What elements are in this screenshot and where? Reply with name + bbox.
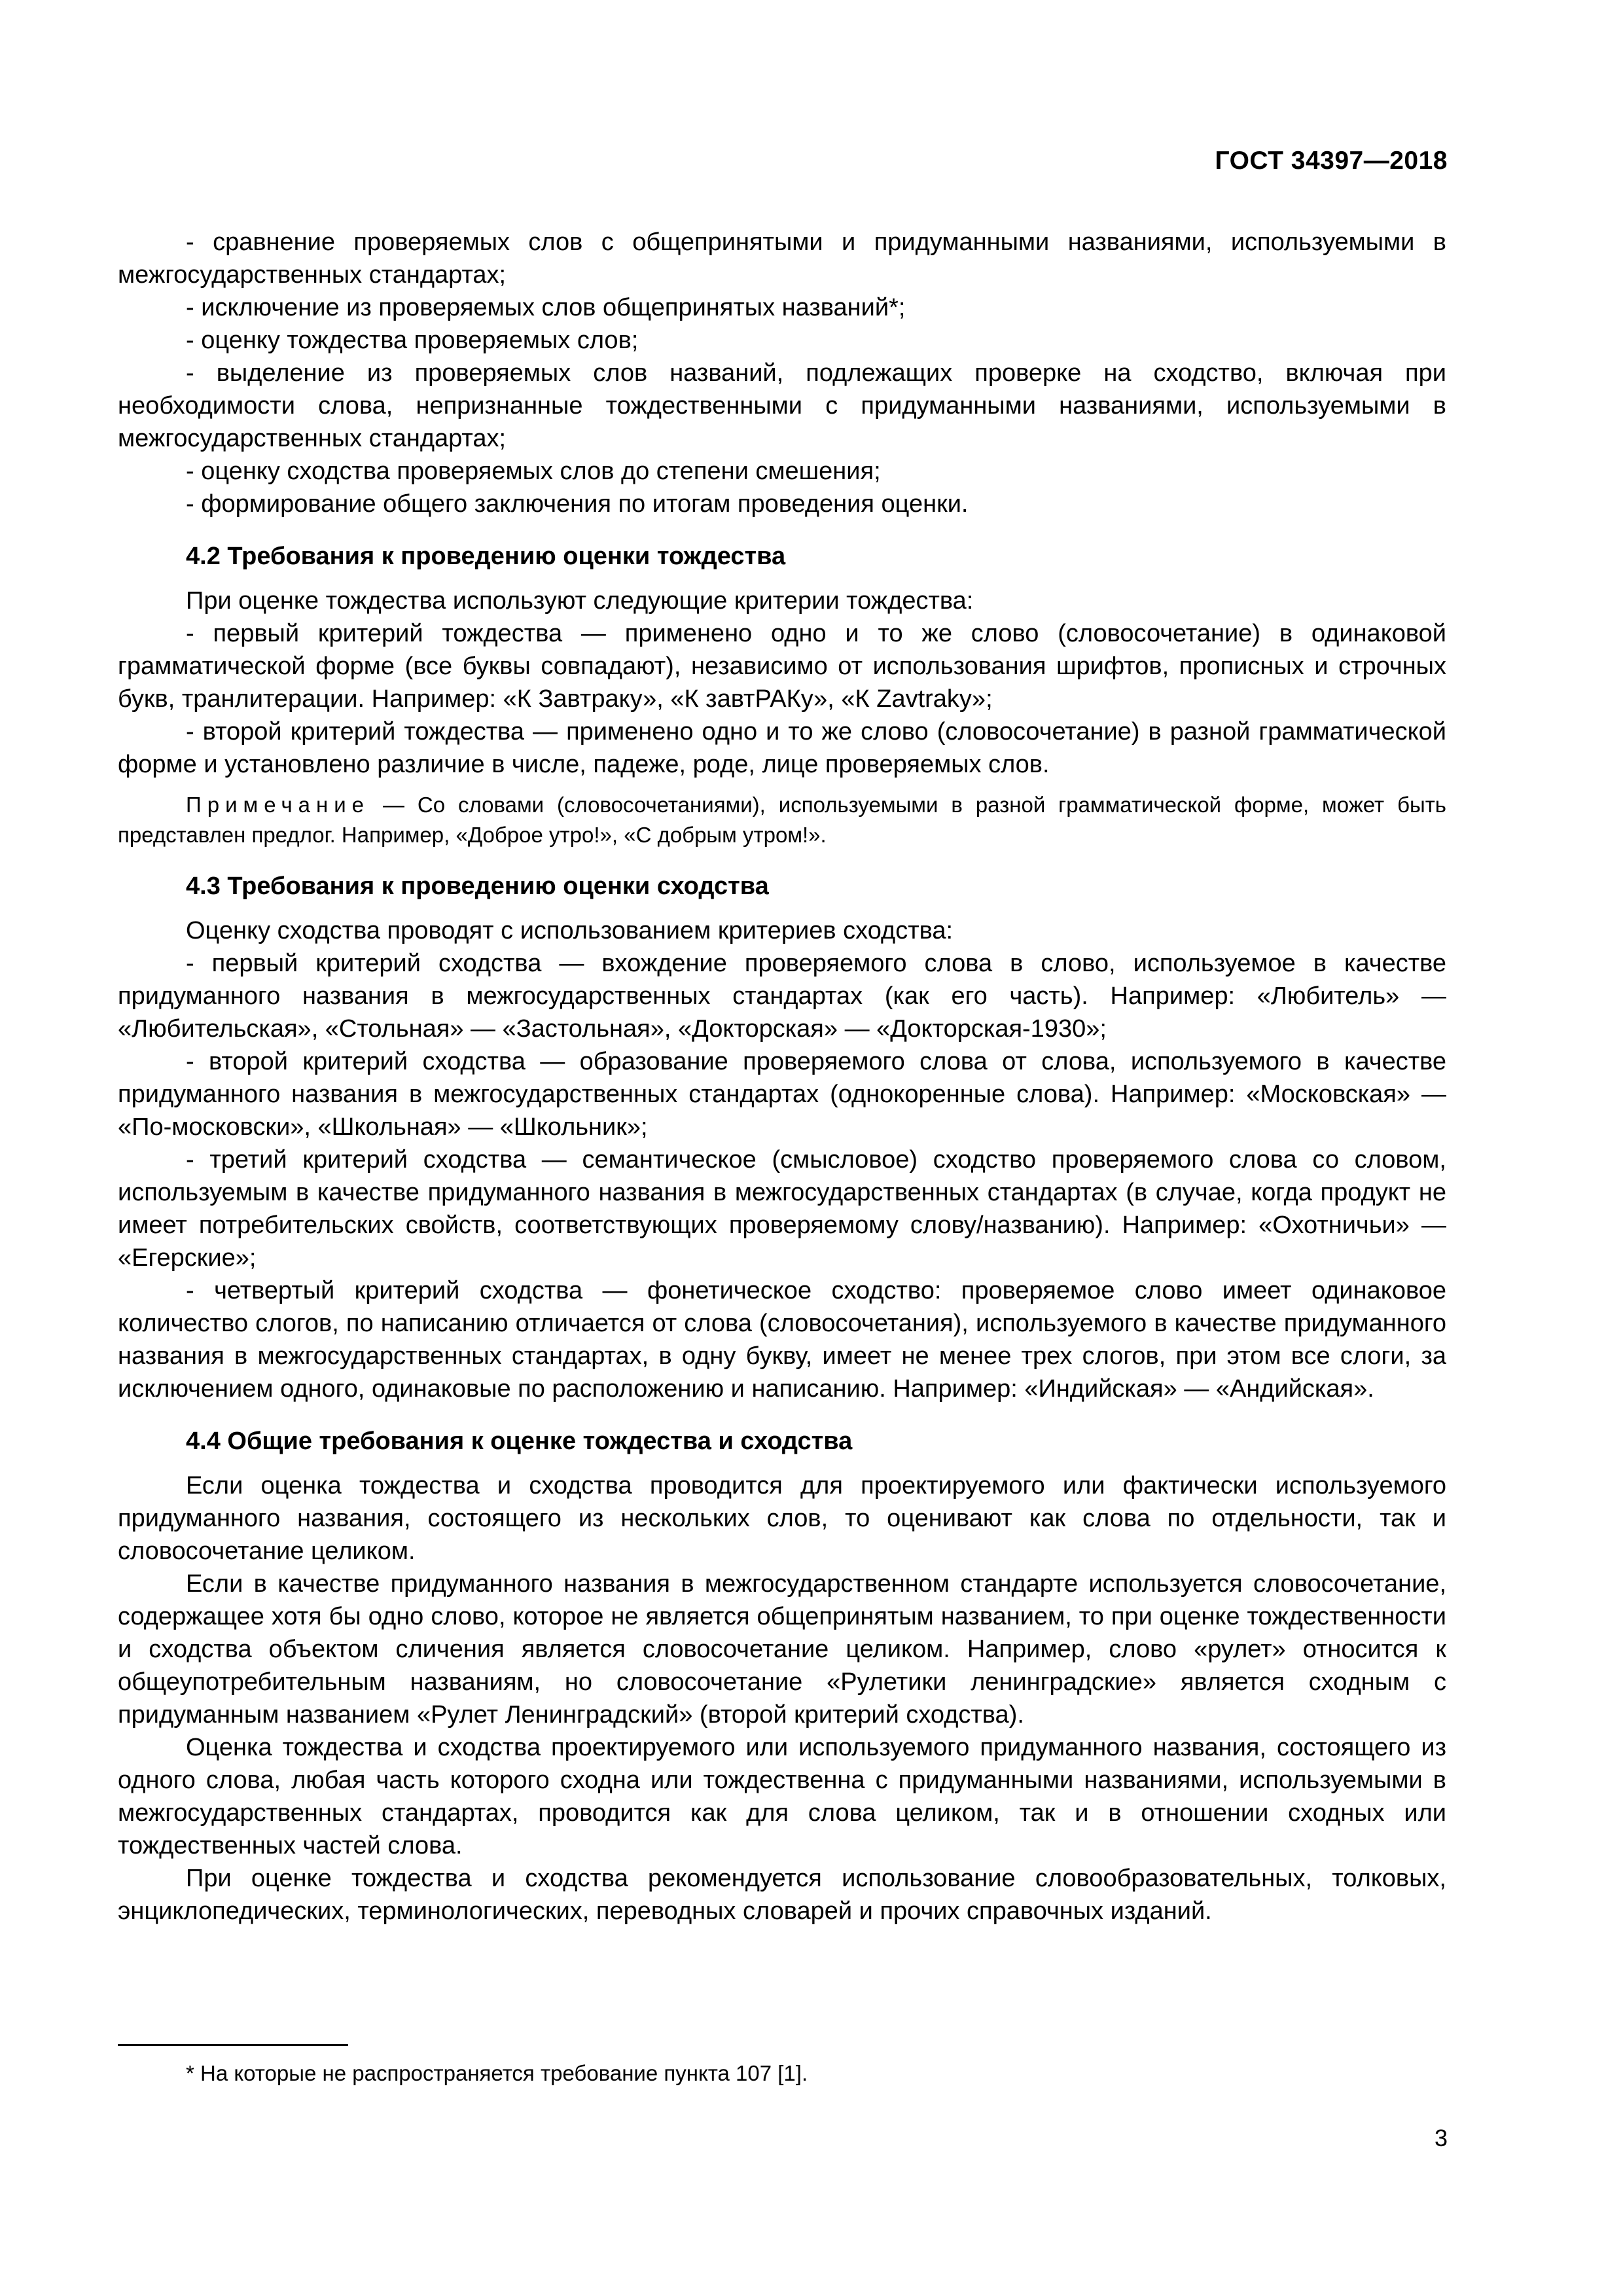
- footnote: * На которые не распространяется требование пункта 107 [1].: [186, 2061, 808, 2085]
- list-item: - формирование общего заключения по итогам проведения оценки.: [186, 490, 969, 518]
- standard-number-header: ГОСТ 34397—2018: [1215, 147, 1448, 175]
- section-heading-4-4: 4.4 Общие требования к оценке тождества и сходства: [186, 1427, 853, 1455]
- note-text: — Со словами (словосочетаниями), используемыми в разной грамматической форме, может быть представлен предлог. Например, «Доброе утро!», «С добрым утром!».: [118, 793, 1446, 847]
- paragraph: При оценке тождества и сходства рекомендуется использование словообразовательных, толковых, энциклопедических, терминологических, переводных словарей и прочих справочных изданий.: [118, 1865, 1446, 1925]
- list-item: - выделение из проверяемых слов названий, подлежащих проверке на сходство, включая при необходимости слова, непризнанные тождественными с придуманными названиями, используемыми в межгосударственных стандартах;: [118, 359, 1446, 452]
- note-label: Примечание: [186, 793, 370, 817]
- paragraph: - первый критерий тождества — применено одно и то же слово (словосочетание) в одинаковой грамматической форме (все буквы совпадают), независимо от использования шрифтов, прописных и строчных букв, транлитерации. Например: «К Завтраку», «К завтРАКу», «К Zavtraky»;: [118, 620, 1446, 713]
- paragraph: - второй критерий сходства — образование проверяемого слова от слова, используемого в качестве придуманного названия в межгосударственных стандартах (однокоренные слова). Например: «Московская» — «По-московски», «Школьная» — «Школьник»;: [118, 1048, 1446, 1141]
- document-body: [118, 226, 1446, 1928]
- paragraph: Оценку сходства проводят с использованием критериев сходства:: [186, 917, 954, 944]
- list-item: - сравнение проверяемых слов с общепринятыми и придуманными названиями, используемыми в межгосударственных стандартах;: [118, 228, 1446, 289]
- paragraph: При оценке тождества используют следующие критерии тождества:: [186, 587, 974, 615]
- list-item: - оценку сходства проверяемых слов до степени смешения;: [186, 457, 881, 485]
- paragraph: - второй критерий тождества — применено одно и то же слово (словосочетание) в разной грамматической форме и установлено различие в числе, падеже, роде, лице проверяемых слов.: [118, 718, 1446, 778]
- paragraph: Если в качестве придуманного названия в межгосударственном стандарте используется словосочетание, содержащее хотя бы одно слово, которое не является общепринятым названием, то при оценке тождественности и сходства объектом сличения является словосочетание целиком. Например, слово «рулет» относится к общеупотребительным названиям, но словосочетание «Рулетики ленинградские» является сходным с придуманным названием «Рулет Ленинградский» (второй критерий сходства).: [118, 1570, 1446, 1729]
- paragraph: - первый критерий сходства — вхождение проверяемого слова в слово, используемое в качестве придуманного названия в межгосударственных стандартах (как его часть). Например: «Любитель» — «Любительская», «Стольная» — «Застольная», «Докторская» — «Докторская-1930»;: [118, 950, 1446, 1043]
- section-heading-4-2: 4.2 Требования к проведению оценки тождества: [186, 543, 786, 570]
- footnote-divider: [118, 2044, 348, 2046]
- section-heading-4-3: 4.3 Требования к проведению оценки сходства: [186, 872, 769, 900]
- paragraph: - четвертый критерий сходства — фонетическое сходство: проверяемое слово имеет одинаковое количество слогов, по написанию отличается от слова (словосочетания), используемого в качестве придуманного названия в межгосударственных стандартах, в одну букву, имеет не менее трех слогов, при этом все слоги, за исключением одного, одинаковые по расположению и написанию. Например: «Индийская» — «Андийская».: [118, 1277, 1446, 1403]
- paragraph: Оценка тождества и сходства проектируемого или используемого придуманного названия, состоящего из одного слова, любая часть которого сходна или тождественна с придуманными названиями, используемыми в межгосударственных стандартах, проводится как для слова целиком, так и в отношении сходных или тождественных частей слова.: [118, 1734, 1446, 1859]
- paragraph: Если оценка тождества и сходства проводится для проектируемого или фактически используемого придуманного названия, состоящего из нескольких слов, то оценивают как слова по отдельности, так и словосочетание целиком.: [118, 1472, 1446, 1565]
- list-item: - оценку тождества проверяемых слов;: [186, 327, 639, 354]
- note: [118, 790, 1446, 850]
- page-number: 3: [1434, 2125, 1448, 2151]
- paragraph: - третий критерий сходства — семантическое (смысловое) сходство проверяемого слова со словом, используемым в качестве придуманного названия в межгосударственных стандартах (в случае, когда продукт не имеет потребительских свойств, соответствующих проверяемому слову/названию). Например: «Охотничьи» — «Егерские»;: [118, 1146, 1446, 1272]
- list-item: - исключение из проверяемых слов общепринятых названий*;: [186, 294, 906, 321]
